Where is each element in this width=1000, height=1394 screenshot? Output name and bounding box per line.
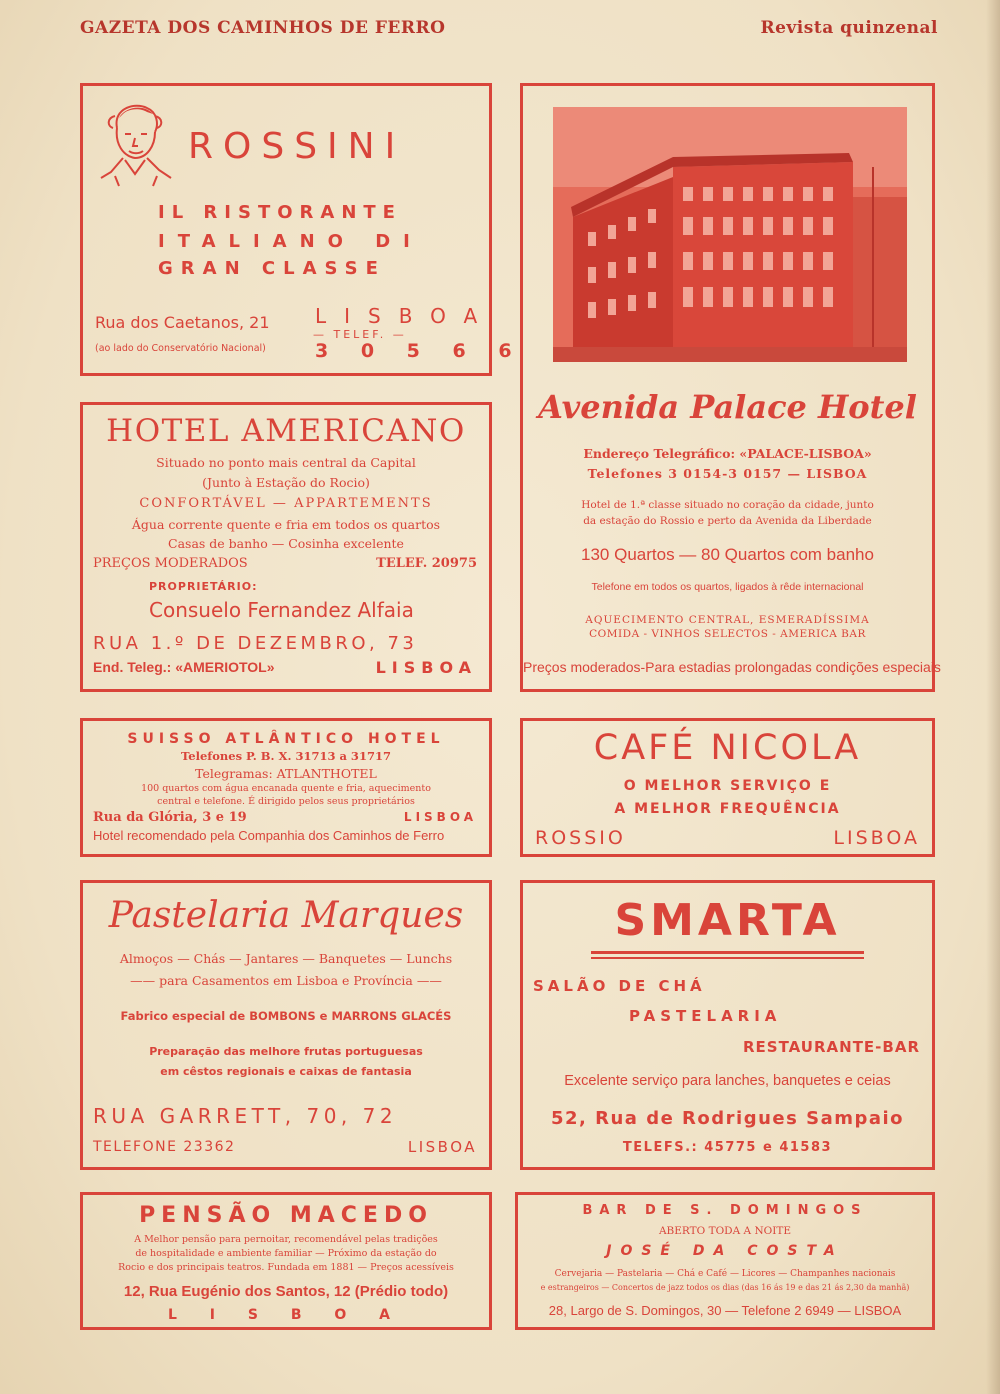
smarta-name: SMARTA xyxy=(614,895,841,946)
americano-line-1: Situado no ponto mais central da Capital xyxy=(156,455,416,470)
avenida-telefones: Telefones 3 0154-3 0157 — LISBOA xyxy=(587,466,868,481)
smarta-rua: 52, Rua de Rodrigues Sampaio xyxy=(550,1108,905,1129)
smarta-underline-2 xyxy=(591,957,864,959)
running-head-title: GAZETA DOS CAMINHOS DE FERRO xyxy=(80,18,446,38)
ad-pensao-macedo xyxy=(80,1192,492,1330)
americano-prop-name: Consuelo Fernandez Alfaia xyxy=(149,598,414,622)
ad-rossini xyxy=(80,83,525,376)
nicola-name: CAFÉ NICOLA xyxy=(593,728,862,768)
americano-telef: TELEF. 20975 xyxy=(376,556,477,571)
rossini-line-2: ITALIANO DI xyxy=(158,231,423,252)
suisso-city: LISBOA xyxy=(403,810,477,824)
rossini-address: Rua dos Caetanos, 21 xyxy=(95,313,270,332)
americano-rua: RUA 1.º DE DEZEMBRO, 73 xyxy=(93,633,418,654)
smarta-telefs: TELEFS.: 45775 e 41583 xyxy=(622,1140,833,1155)
suisso-desc-2: central e telefone. É dirigido pelos seus proprietários xyxy=(157,796,415,807)
marques-city: LISBOA xyxy=(407,1138,477,1156)
ad-avenida-palace xyxy=(520,83,941,692)
domingos-desc-1: Cervejaria — Pastelaria — Chá e Café — Licores — Champanhes nacionais xyxy=(554,1269,896,1279)
smarta-underline-1 xyxy=(591,951,864,954)
domingos-name: BAR DE S. DOMINGOS xyxy=(582,1203,868,1218)
smarta-line-2: PASTELARIA xyxy=(629,1007,782,1025)
nicola-line-1: O MELHOR SERVIÇO E xyxy=(623,778,832,794)
americano-precos: PREÇOS MODERADOS xyxy=(93,556,248,571)
running-head-subtitle: Revista quinzenal xyxy=(760,18,938,38)
americano-prop-label: PROPRIETÁRIO: xyxy=(149,580,258,593)
marques-line-2: —— para Casamentos em Lisboa e Província —— xyxy=(130,973,442,988)
macedo-desc-2: de hospitalidade e ambiente familiar — Próximo da estação do xyxy=(135,1248,437,1259)
nicola-line-2: A MELHOR FREQUÊNCIA xyxy=(614,801,841,817)
marques-telefone: TELEFONE 23362 xyxy=(93,1139,236,1155)
suisso-name: SUISSO ATLÂNTICO HOTEL xyxy=(127,731,445,747)
ad-smarta xyxy=(520,880,935,1170)
rossini-phone: 3 0 5 6 6 xyxy=(315,340,525,362)
macedo-rua: 12, Rua Eugénio dos Santos, 12 (Prédio todo) xyxy=(123,1283,449,1300)
marques-line-5: em cêstos regionais e caixas de fantasia xyxy=(160,1065,412,1078)
avenida-name: Avenida Palace Hotel xyxy=(538,388,917,426)
nicola-city: LISBOA xyxy=(833,827,920,849)
ad-suisso-atlantico xyxy=(80,718,492,857)
avenida-quartos: 130 Quartos — 80 Quartos com banho xyxy=(581,545,874,564)
rossini-telef: — TELEF. — xyxy=(313,328,407,341)
rossini-line-3: GRAN CLASSE xyxy=(158,258,386,279)
americano-line-3: CONFORTÁVEL — APPARTEMENTS xyxy=(139,496,433,511)
hotel-building-photo xyxy=(553,107,907,362)
domingos-desc-2: e estrangeiros — Concertos de jazz todos os dias (das 16 ás 19 e das 21 ás 2,30 da manhã) xyxy=(540,1283,910,1292)
suisso-telefones: Telefones P. B. X. 31713 a 31717 xyxy=(181,749,391,763)
americano-line-4: Água corrente quente e fria em todos os quartos xyxy=(131,517,441,532)
macedo-name: PENSÃO MACEDO xyxy=(139,1203,433,1228)
suisso-telegramas: Telegramas: ATLANTHOTEL xyxy=(195,766,377,781)
smarta-line-1: SALÃO DE CHÁ xyxy=(533,977,706,995)
rossini-line-1: IL RISTORANTE xyxy=(158,202,402,223)
ad-bar-s-domingos xyxy=(515,1192,935,1330)
marques-line-3: Fabrico especial de BOMBONS e MARRONS GLACÉS xyxy=(120,1009,452,1023)
smarta-line-4: Excelente serviço para lanches, banquetes e ceias xyxy=(564,1073,891,1089)
ad-pastelaria-marques xyxy=(80,880,492,1170)
avenida-desc-2: da estação do Rossio e perto da Avenida da Liberdade xyxy=(583,515,872,527)
ad-cafe-nicola xyxy=(520,718,935,857)
page-fold-shadow xyxy=(986,0,1000,1394)
suisso-desc-1: 100 quartos com água encanada quente e fria, aquecimento xyxy=(141,783,431,794)
marques-rua: RUA GARRETT, 70, 72 xyxy=(93,1104,398,1128)
macedo-city: L I S B O A xyxy=(168,1307,404,1323)
macedo-desc-1: A Melhor pensão para pernoitar, recomendável pelas tradições xyxy=(134,1234,438,1245)
rossini-note: (ao lado do Conservatório Nacional) xyxy=(95,343,266,354)
americano-name: HOTEL AMERICANO xyxy=(106,413,466,449)
avenida-endereco: Endereço Telegráfico: «PALACE-LISBOA» xyxy=(583,446,872,461)
domingos-address: 28, Largo de S. Domingos, 30 — Telefone 2 6949 — LISBOA xyxy=(548,1303,902,1318)
avenida-aquecimento: AQUECIMENTO CENTRAL, ESMERADÍSSIMA xyxy=(585,614,870,626)
marques-line-4: Preparação das melhore frutas portuguesas xyxy=(149,1045,423,1058)
marques-line-1: Almoços — Chás — Jantares — Banquetes — Lunchs xyxy=(119,951,453,966)
suisso-recomendado: Hotel recomendado pela Companhia dos Caminhos de Ferro xyxy=(93,828,445,843)
avenida-precos: Preços moderados-Para estadias prolongadas condições especiais xyxy=(523,659,941,675)
avenida-telefone-quartos: Telefone em todos os quartos, ligados à rêde internacional xyxy=(591,581,864,593)
nicola-place: ROSSIO xyxy=(535,827,626,849)
americano-city: LISBOA xyxy=(375,658,477,677)
marques-name: Pastelaria Marques xyxy=(108,895,464,936)
americano-line-2: (Junto à Estação do Rocio) xyxy=(202,475,370,490)
avenida-comida: COMIDA - VINHOS SELECTOS - AMERICA BAR xyxy=(589,628,866,640)
ad-hotel-americano xyxy=(80,402,492,692)
domingos-line-1: ABERTO TODA A NOITE xyxy=(658,1225,792,1237)
rossini-name: ROSSINI xyxy=(188,126,406,167)
suisso-rua: Rua da Glória, 3 e 19 xyxy=(93,810,247,825)
americano-line-5: Casas de banho — Cosinha excelente xyxy=(168,536,404,551)
macedo-desc-3: Rocio e dos principais teatros. Fundada em 1881 — Preços acessíveis xyxy=(118,1262,454,1273)
rossini-city: LISBOA xyxy=(315,304,496,328)
smarta-line-3: RESTAURANTE-BAR xyxy=(742,1038,920,1056)
americano-end-teleg: End. Teleg.: «AMERIOTOL» xyxy=(93,659,275,675)
composer-portrait-icon xyxy=(95,98,177,190)
avenida-desc-1: Hotel de 1.ª classe situado no coração da cidade, junto xyxy=(581,499,874,511)
domingos-owner: JOSÉ DA COSTA xyxy=(606,1243,844,1259)
